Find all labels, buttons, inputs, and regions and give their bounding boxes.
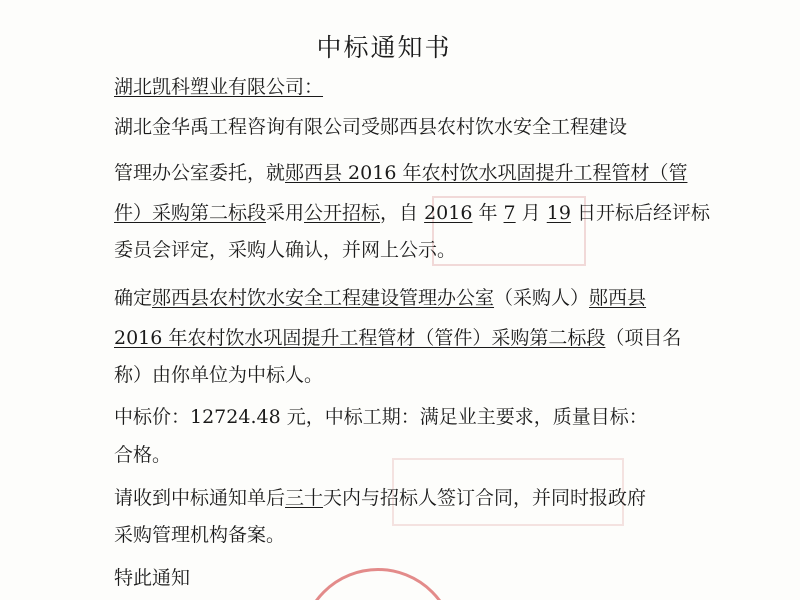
project-name-underlined: 郧西县 <box>589 287 647 309</box>
paragraph-1-line-1: 湖北金华禹工程咨询有限公司受郧西县农村饮水安全工程建设 <box>114 116 628 138</box>
opening-year: 2016 <box>424 202 473 224</box>
paragraph-1-line-4: 委员会评定，采购人确认，并网上公示。 <box>114 239 457 261</box>
days-limit: 三十 <box>285 487 324 509</box>
paragraph-2-line-1: 确定郧西县农村饮水安全工程建设管理办公室（采购人）郧西县 <box>114 287 647 309</box>
paragraph-1-line-2: 管理办公室委托，就郧西县 2016 年农村饮水巩固提升工程管材（管 <box>114 162 688 184</box>
paragraph-2-line-3: 称）由你单位为中标人。 <box>114 364 324 386</box>
paragraph-1-line-3: 件）采购第二标段采用公开招标，自 2016 年 7 月 19 日开标后经评标 <box>114 202 710 224</box>
project-name-underlined: 郧西县 2016 年农村饮水巩固提升工程管材（管 <box>285 162 688 184</box>
quality-target-line: 合格。 <box>114 444 172 466</box>
opening-day: 19 <box>546 202 571 224</box>
red-seal-stamp <box>300 568 456 600</box>
closing-remark: 特此通知 <box>114 567 191 589</box>
document-title: 中标通知书 <box>316 33 452 62</box>
contract-instruction-line-1: 请收到中标通知单后三十天内与招标人签订合同，并同时报政府 <box>114 487 647 509</box>
addressee-name: 湖北凯科塑业有限公司： <box>114 76 324 98</box>
addressee <box>114 74 331 100</box>
paragraph-2-line-2: 2016 年农村饮水巩固提升工程管材（管件）采购第二标段（项目名 <box>114 327 682 349</box>
project-name-underlined: 件）采购第二标段 <box>114 202 267 224</box>
award-price-line: 中标价：12724.48 元，中标工期：满足业主要求，质量目标： <box>114 406 648 428</box>
project-name-underlined: 2016 年农村饮水巩固提升工程管材（管件）采购第二标段 <box>114 327 606 349</box>
procurement-method: 公开招标 <box>304 202 381 224</box>
opening-month: 7 <box>503 202 516 224</box>
purchaser-name: 郧西县农村饮水安全工程建设管理办公室 <box>152 287 495 309</box>
contract-instruction-line-2: 采购管理机构备案。 <box>114 524 286 546</box>
